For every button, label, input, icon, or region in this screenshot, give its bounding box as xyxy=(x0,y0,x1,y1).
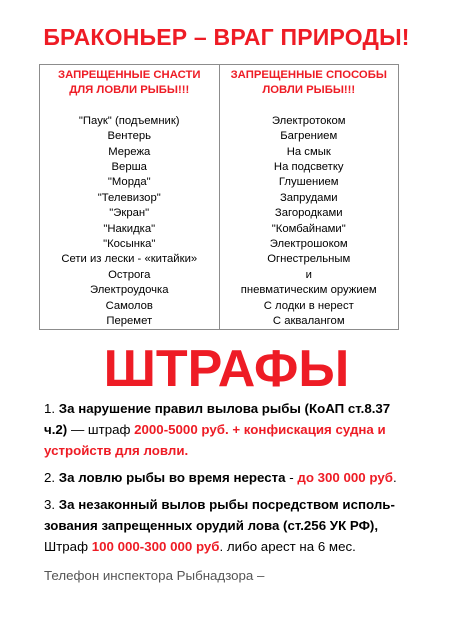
forbidden-method-item: и xyxy=(305,268,312,281)
forbidden-methods-header-line2: ЛОВЛИ РЫБЫ!!! xyxy=(262,84,356,97)
fines-list xyxy=(44,398,409,563)
forbidden-gear-item: Верша xyxy=(111,161,147,174)
forbidden-methods-header-line1: ЗАПРЕЩЕННЫЕ СПОСОБЫ xyxy=(230,69,387,81)
fine-penalty: до 300 000 руб xyxy=(297,470,393,485)
forbidden-method-item: На смык xyxy=(286,145,331,158)
forbidden-gear-header xyxy=(40,68,219,99)
fine-offense: За незаконный вылов рыбы посредством исполь-зования запрещенных орудий лова (ст.256 УК РФ), xyxy=(44,497,395,533)
inspector-phone-label: Телефон инспектора Рыбнадзора – xyxy=(44,568,265,583)
fine-offense: За ловлю рыбы во время нереста xyxy=(58,470,286,485)
forbidden-gear-item: "Накидка" xyxy=(103,222,156,235)
fine-suffix: . либо арест на 6 мес. xyxy=(219,539,356,554)
forbidden-gear-item: Электроудочка xyxy=(89,284,169,297)
forbidden-gear-item: "Паук" (подъемник) xyxy=(78,114,180,127)
forbidden-gear-item: Самолов xyxy=(105,299,153,312)
fine-item-2 xyxy=(44,467,409,488)
forbidden-gear-header-line2: ДЛЯ ЛОВЛИ РЫБЫ!!! xyxy=(69,84,190,97)
forbidden-method-item: С аквалангом xyxy=(272,315,345,328)
forbidden-method-item: Загородками xyxy=(274,207,343,220)
forbidden-gear-item: "Экран" xyxy=(109,207,150,220)
forbidden-method-item: Огнестрельным xyxy=(267,253,351,266)
fine-penalty: 100 000-300 000 руб xyxy=(91,539,220,554)
forbidden-method-item: "Комбайнами" xyxy=(271,222,346,235)
fine-penalty: 2000-5000 руб. + конфискация судна и устройств для ловли. xyxy=(44,422,386,458)
forbidden-method-item: Глушением xyxy=(278,176,339,189)
forbidden-gear-item: Мережа xyxy=(108,145,151,158)
forbidden-gear-list xyxy=(40,114,219,330)
forbidden-method-item: Электрошоком xyxy=(269,238,348,251)
fine-number: 3. xyxy=(44,497,56,512)
forbidden-gear-header-line1: ЗАПРЕЩЕННЫЕ СНАСТИ xyxy=(58,69,201,81)
forbidden-method-item: Запрудами xyxy=(279,191,338,204)
fine-penalty-prefix: — штраф xyxy=(67,422,135,437)
fine-penalty-prefix: - xyxy=(285,470,298,485)
page-title: БРАКОНЬЕР – ВРАГ ПРИРОДЫ! xyxy=(43,24,410,50)
forbidden-gear-item: "Морда" xyxy=(107,176,151,189)
forbidden-gear-column xyxy=(40,65,219,329)
forbidden-methods-list xyxy=(220,114,399,330)
forbidden-gear-item: Острога xyxy=(108,268,151,281)
fine-penalty-prefix: Штраф xyxy=(44,539,92,554)
forbidden-methods-header xyxy=(220,68,399,99)
forbidden-gear-item: Сети из лески - «китайки» xyxy=(61,253,198,266)
forbidden-method-item: На подсветку xyxy=(273,161,344,174)
fines-heading: ШТРАФЫ xyxy=(103,340,350,398)
forbidden-gear-item: "Телевизор" xyxy=(97,191,161,204)
forbidden-gear-item: Перемет xyxy=(106,315,153,328)
fine-number: 2. xyxy=(44,470,56,485)
fine-suffix: . xyxy=(392,470,397,485)
forbidden-method-item: С лодки в нерест xyxy=(263,299,354,312)
forbidden-gear-item: Вентерь xyxy=(107,130,152,143)
forbidden-method-item: Багрением xyxy=(280,130,338,143)
fine-item-3 xyxy=(44,494,409,557)
fine-number: 1. xyxy=(44,401,56,416)
fine-offense: За нарушение правил вылова рыбы (КоАП ст.8.37 ч.2) xyxy=(44,401,391,437)
fine-item-1 xyxy=(44,398,409,461)
prohibitions-table xyxy=(39,64,399,330)
forbidden-method-item: Электротоком xyxy=(271,114,346,127)
forbidden-gear-item: "Косынка" xyxy=(103,238,156,251)
forbidden-method-item: пневматическим оружием xyxy=(240,284,377,297)
forbidden-methods-column xyxy=(219,65,399,329)
